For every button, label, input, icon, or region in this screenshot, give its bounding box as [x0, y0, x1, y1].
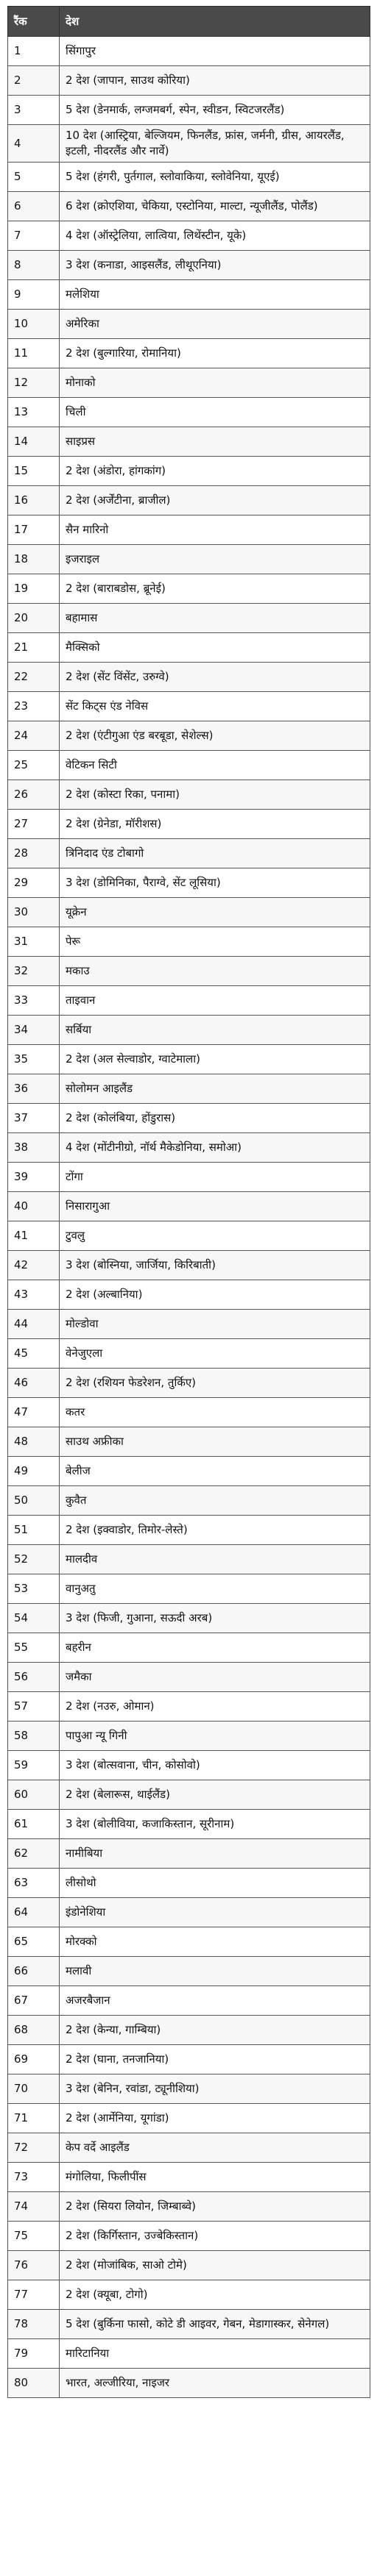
rank-cell: 48 — [8, 1427, 60, 1457]
rank-cell: 35 — [8, 1045, 60, 1074]
rank-cell: 57 — [8, 1692, 60, 1722]
rank-cell: 45 — [8, 1339, 60, 1369]
rank-cell: 7 — [8, 221, 60, 251]
rank-cell: 66 — [8, 1957, 60, 1986]
country-cell: कतर — [60, 1398, 370, 1427]
table-row — [8, 898, 370, 927]
country-cell: 2 देश (बेलारूस, थाईलैंड) — [60, 1780, 370, 1810]
rank-cell: 60 — [8, 1780, 60, 1810]
country-cell: 2 देश (नउरु, ओमान) — [60, 1692, 370, 1722]
table-row — [8, 280, 370, 310]
header-country: देश — [60, 7, 370, 37]
country-cell: मंगोलिया, फिलीपींस — [60, 2163, 370, 2192]
table-row — [8, 515, 370, 545]
country-cell: 3 देश (कनाडा, आइसलैंड, लीथूएनिया) — [60, 251, 370, 280]
rank-cell: 31 — [8, 927, 60, 957]
country-cell: ताइवान — [60, 986, 370, 1016]
table-row — [8, 604, 370, 633]
table-row — [8, 1780, 370, 1810]
country-cell: वानुअतु — [60, 1574, 370, 1604]
country-cell: बेलीज — [60, 1457, 370, 1486]
table-row — [8, 1016, 370, 1045]
table-row — [8, 2251, 370, 2280]
country-cell: 3 देश (फिजी, गुआना, सऊदी अरब) — [60, 1604, 370, 1633]
country-cell: 3 देश (बेनिन, रवांडा, ट्यूनीशिया) — [60, 2074, 370, 2104]
country-cell: 2 देश (इक्वाडोर, तिमोर-लेस्ते) — [60, 1516, 370, 1545]
country-cell: 3 देश (बोलीविया, कजाकिस्तान, सूरीनाम) — [60, 1810, 370, 1839]
country-cell: इजराइल — [60, 545, 370, 574]
table-row — [8, 1369, 370, 1398]
table-row — [8, 1251, 370, 1280]
rank-cell: 38 — [8, 1133, 60, 1163]
country-cell: 2 देश (क्यूबा, टोगो) — [60, 2280, 370, 2310]
rank-cell: 26 — [8, 780, 60, 810]
table-row — [8, 1221, 370, 1251]
rank-cell: 74 — [8, 2192, 60, 2222]
table-row — [8, 780, 370, 810]
table-row — [8, 1486, 370, 1516]
rank-cell: 43 — [8, 1280, 60, 1310]
country-cell: सिंगापुर — [60, 37, 370, 66]
table-row — [8, 192, 370, 221]
table-row — [8, 251, 370, 280]
country-cell: त्रिनिदाद एंड टोबागो — [60, 839, 370, 868]
country-cell: सर्बिया — [60, 1016, 370, 1045]
table-row — [8, 1751, 370, 1780]
rank-cell: 56 — [8, 1663, 60, 1692]
table-row — [8, 2310, 370, 2339]
rank-cell: 44 — [8, 1310, 60, 1339]
rank-cell: 30 — [8, 898, 60, 927]
rank-cell: 20 — [8, 604, 60, 633]
country-cell: 10 देश (आस्ट्रिया, बेल्जियम, फिनलैंड, फ्रांस, जर्मनी, ग्रीस, आयरलैंड, इटली, नीदरलैंड और नार्वे) — [60, 125, 370, 163]
rank-cell: 58 — [8, 1722, 60, 1751]
country-cell: इंडोनेशिया — [60, 1898, 370, 1927]
country-cell: 2 देश (सेंट विंसेंट, उरुग्वे) — [60, 663, 370, 692]
rank-cell: 13 — [8, 398, 60, 427]
table-row — [8, 427, 370, 457]
country-cell: 2 देश (बाराबडोस, ब्रूनेई) — [60, 574, 370, 604]
table-row — [8, 692, 370, 721]
rank-cell: 18 — [8, 545, 60, 574]
country-cell: 2 देश (एंटीगुआ एंड बरबूडा, सेशेल्स) — [60, 721, 370, 751]
rank-cell: 34 — [8, 1016, 60, 1045]
rank-cell: 16 — [8, 486, 60, 515]
country-cell: 2 देश (सियरा लियोन, जिम्बाब्वे) — [60, 2192, 370, 2222]
country-cell: भारत, अल्जीरिया, नाइजर — [60, 2369, 370, 2398]
country-cell: अजरबैजान — [60, 1986, 370, 2016]
country-cell: नामीबिया — [60, 1839, 370, 1869]
rank-cell: 70 — [8, 2074, 60, 2104]
table-row — [8, 633, 370, 663]
rank-cell: 10 — [8, 310, 60, 339]
rank-cell: 59 — [8, 1751, 60, 1780]
rank-cell: 3 — [8, 96, 60, 125]
table-row — [8, 1839, 370, 1869]
rank-cell: 23 — [8, 692, 60, 721]
rank-cell: 22 — [8, 663, 60, 692]
country-cell: 2 देश (बुल्गारिया, रोमानिया) — [60, 339, 370, 368]
table-row — [8, 1810, 370, 1839]
table-row — [8, 163, 370, 192]
country-cell: पापुआ न्यू गिनी — [60, 1722, 370, 1751]
table-row — [8, 2222, 370, 2251]
rank-cell: 25 — [8, 751, 60, 780]
country-cell: मलावी — [60, 1957, 370, 1986]
rank-cell: 42 — [8, 1251, 60, 1280]
table-row — [8, 1427, 370, 1457]
country-cell: 5 देश (बुर्किना फासो, कोटे डी आइवर, गेबन, मेडागास्कर, सेनेगल) — [60, 2310, 370, 2339]
table-row — [8, 2104, 370, 2133]
country-cell: 3 देश (डोमिनिका, पैराग्वे, सेंट लूसिया) — [60, 868, 370, 898]
rank-cell: 8 — [8, 251, 60, 280]
table-row — [8, 986, 370, 1016]
country-cell: 4 देश (मोंटीनीग्रो, नॉर्थ मैकेडोनिया, समोआ) — [60, 1133, 370, 1163]
country-cell: मकाउ — [60, 957, 370, 986]
table-row — [8, 868, 370, 898]
table-row — [8, 2339, 370, 2369]
rank-cell: 69 — [8, 2045, 60, 2074]
table-row — [8, 1957, 370, 1986]
rank-cell: 39 — [8, 1163, 60, 1192]
table-row — [8, 1516, 370, 1545]
rank-cell: 5 — [8, 163, 60, 192]
rank-cell: 40 — [8, 1192, 60, 1221]
table-row — [8, 486, 370, 515]
rank-cell: 11 — [8, 339, 60, 368]
rank-cell: 50 — [8, 1486, 60, 1516]
rank-cell: 46 — [8, 1369, 60, 1398]
table-row — [8, 2163, 370, 2192]
country-cell: 2 देश (घाना, तनजानिया) — [60, 2045, 370, 2074]
rank-cell: 12 — [8, 368, 60, 398]
country-cell: साउथ अफ्रीका — [60, 1427, 370, 1457]
rank-cell: 19 — [8, 574, 60, 604]
table-row — [8, 1398, 370, 1427]
table-row — [8, 2074, 370, 2104]
table-row — [8, 1192, 370, 1221]
rank-cell: 78 — [8, 2310, 60, 2339]
country-cell: मोल्डोवा — [60, 1310, 370, 1339]
rank-cell: 29 — [8, 868, 60, 898]
rank-cell: 9 — [8, 280, 60, 310]
country-cell: बहरीन — [60, 1633, 370, 1663]
country-cell: 5 देश (हंगरी, पुर्तगाल, स्लोवाकिया, स्लोवेनिया, यूएई) — [60, 163, 370, 192]
rank-cell: 79 — [8, 2339, 60, 2369]
table-row — [8, 751, 370, 780]
rank-cell: 28 — [8, 839, 60, 868]
country-cell: 2 देश (अल्बानिया) — [60, 1280, 370, 1310]
table-row — [8, 721, 370, 751]
country-cell: मालदीव — [60, 1545, 370, 1574]
table-header — [8, 7, 370, 37]
table-row — [8, 1633, 370, 1663]
country-cell: चिली — [60, 398, 370, 427]
rank-cell: 52 — [8, 1545, 60, 1574]
country-cell: मोरक्को — [60, 1927, 370, 1957]
country-cell: यूक्रेन — [60, 898, 370, 927]
table-row — [8, 2016, 370, 2045]
rank-cell: 53 — [8, 1574, 60, 1604]
table-row — [8, 368, 370, 398]
table-body — [8, 37, 370, 2398]
rank-cell: 51 — [8, 1516, 60, 1545]
country-cell: टुवलु — [60, 1221, 370, 1251]
rank-cell: 17 — [8, 515, 60, 545]
rank-cell: 49 — [8, 1457, 60, 1486]
table-row — [8, 663, 370, 692]
country-cell: मैक्सिको — [60, 633, 370, 663]
country-cell: सैन मारिनो — [60, 515, 370, 545]
rank-cell: 75 — [8, 2222, 60, 2251]
table-row — [8, 545, 370, 574]
table-row — [8, 1574, 370, 1604]
rank-cell: 15 — [8, 457, 60, 486]
country-cell: 2 देश (कोस्टा रिका, पनामा) — [60, 780, 370, 810]
table-row — [8, 1074, 370, 1104]
rank-cell: 72 — [8, 2133, 60, 2163]
country-cell: वेनेजुएला — [60, 1339, 370, 1369]
table-row — [8, 66, 370, 96]
country-cell: 3 देश (बोत्सवाना, चीन, कोसोवो) — [60, 1751, 370, 1780]
table-row — [8, 1104, 370, 1133]
rank-cell: 62 — [8, 1839, 60, 1869]
table-row — [8, 1457, 370, 1486]
rank-cell: 54 — [8, 1604, 60, 1633]
country-cell: साइप्रस — [60, 427, 370, 457]
rank-cell: 63 — [8, 1869, 60, 1898]
rank-cell: 73 — [8, 2163, 60, 2192]
country-cell: 2 देश (अल सेल्वाडोर, ग्वाटेमाला) — [60, 1045, 370, 1074]
rank-cell: 1 — [8, 37, 60, 66]
table-row — [8, 1898, 370, 1927]
table-row — [8, 1280, 370, 1310]
country-cell: वेटिकन सिटी — [60, 751, 370, 780]
country-cell: 2 देश (कोलंबिया, होंडुरास) — [60, 1104, 370, 1133]
rank-cell: 64 — [8, 1898, 60, 1927]
table-row — [8, 2369, 370, 2398]
table-row — [8, 221, 370, 251]
rank-cell: 36 — [8, 1074, 60, 1104]
rank-cell: 27 — [8, 810, 60, 839]
country-cell: टोंगा — [60, 1163, 370, 1192]
table-row — [8, 2045, 370, 2074]
table-row — [8, 2280, 370, 2310]
table-row — [8, 1545, 370, 1574]
table-row — [8, 1692, 370, 1722]
table-row — [8, 810, 370, 839]
table-row — [8, 1869, 370, 1898]
rank-cell: 33 — [8, 986, 60, 1016]
country-cell: 2 देश (ग्रेनेडा, मॉरीशस) — [60, 810, 370, 839]
rank-cell: 68 — [8, 2016, 60, 2045]
table-row — [8, 1604, 370, 1633]
table-row — [8, 37, 370, 66]
country-cell: 6 देश (क्रोएशिया, चेकिया, एस्टोनिया, माल्टा, न्यूजीलैंड, पोलैंड) — [60, 192, 370, 221]
country-cell: बहामास — [60, 604, 370, 633]
rank-cell: 24 — [8, 721, 60, 751]
table-row — [8, 1045, 370, 1074]
rank-cell: 65 — [8, 1927, 60, 1957]
country-cell: मारिटानिया — [60, 2339, 370, 2369]
header-rank: रैंक — [8, 7, 60, 37]
country-cell: 3 देश (बोस्निया, जार्जिया, किरिबाती) — [60, 1251, 370, 1280]
table-row — [8, 2133, 370, 2163]
rank-cell: 2 — [8, 66, 60, 96]
country-cell: 2 देश (आर्मेनिया, यूगांडा) — [60, 2104, 370, 2133]
country-cell: 5 देश (डेनमार्क, लग्जमबर्ग, स्पेन, स्वीडन, स्विटजरलैंड) — [60, 96, 370, 125]
rank-cell: 67 — [8, 1986, 60, 2016]
country-cell: 2 देश (रशियन फेडरेशन, तुर्किए) — [60, 1369, 370, 1398]
country-cell: लीसोथो — [60, 1869, 370, 1898]
table-row — [8, 1663, 370, 1692]
rank-cell: 61 — [8, 1810, 60, 1839]
rank-cell: 41 — [8, 1221, 60, 1251]
rank-cell: 37 — [8, 1104, 60, 1133]
table-row — [8, 1986, 370, 2016]
table-row — [8, 1339, 370, 1369]
country-cell: 2 देश (मोजांबिक, साओ टोमे) — [60, 2251, 370, 2280]
country-cell: जमैका — [60, 1663, 370, 1692]
country-cell: 4 देश (ऑस्ट्रेलिया, लात्विया, लिथेंस्टीन, यूके) — [60, 221, 370, 251]
table-row — [8, 398, 370, 427]
ranking-table — [7, 6, 370, 2398]
table-row — [8, 1310, 370, 1339]
rank-cell: 14 — [8, 427, 60, 457]
country-cell: 2 देश (केन्या, गाम्बिया) — [60, 2016, 370, 2045]
table-row — [8, 310, 370, 339]
rank-cell: 80 — [8, 2369, 60, 2398]
rank-cell: 32 — [8, 957, 60, 986]
table-row — [8, 1927, 370, 1957]
country-cell: 2 देश (किर्गिस्तान, उज्बेकिस्तान) — [60, 2222, 370, 2251]
table-row — [8, 339, 370, 368]
table-row — [8, 1163, 370, 1192]
table-row — [8, 2192, 370, 2222]
table-row — [8, 457, 370, 486]
rank-cell: 77 — [8, 2280, 60, 2310]
header-row — [8, 7, 370, 37]
rank-cell: 76 — [8, 2251, 60, 2280]
table-row — [8, 1722, 370, 1751]
rank-cell: 4 — [8, 125, 60, 163]
rank-cell: 6 — [8, 192, 60, 221]
country-cell: सोलोमन आइलैंड — [60, 1074, 370, 1104]
country-cell: 2 देश (अर्जेंटीना, ब्राजील) — [60, 486, 370, 515]
table-row — [8, 574, 370, 604]
country-cell: मोनाको — [60, 368, 370, 398]
country-cell: निसारागुआ — [60, 1192, 370, 1221]
table-row — [8, 957, 370, 986]
rank-cell: 47 — [8, 1398, 60, 1427]
country-cell: अमेरिका — [60, 310, 370, 339]
country-cell: 2 देश (जापान, साउथ कोरिया) — [60, 66, 370, 96]
rank-cell: 71 — [8, 2104, 60, 2133]
country-cell: कुवैत — [60, 1486, 370, 1516]
table-row — [8, 839, 370, 868]
table-row — [8, 125, 370, 163]
table-row — [8, 927, 370, 957]
country-cell: मलेशिया — [60, 280, 370, 310]
table-row — [8, 1133, 370, 1163]
table-row — [8, 96, 370, 125]
rank-cell: 21 — [8, 633, 60, 663]
rank-cell: 55 — [8, 1633, 60, 1663]
country-cell: 2 देश (अंडोरा, हांगकांग) — [60, 457, 370, 486]
country-cell: सेंट किट्स एंड नेविस — [60, 692, 370, 721]
country-cell: पेरू — [60, 927, 370, 957]
country-cell: केप वर्दे आइलैंड — [60, 2133, 370, 2163]
